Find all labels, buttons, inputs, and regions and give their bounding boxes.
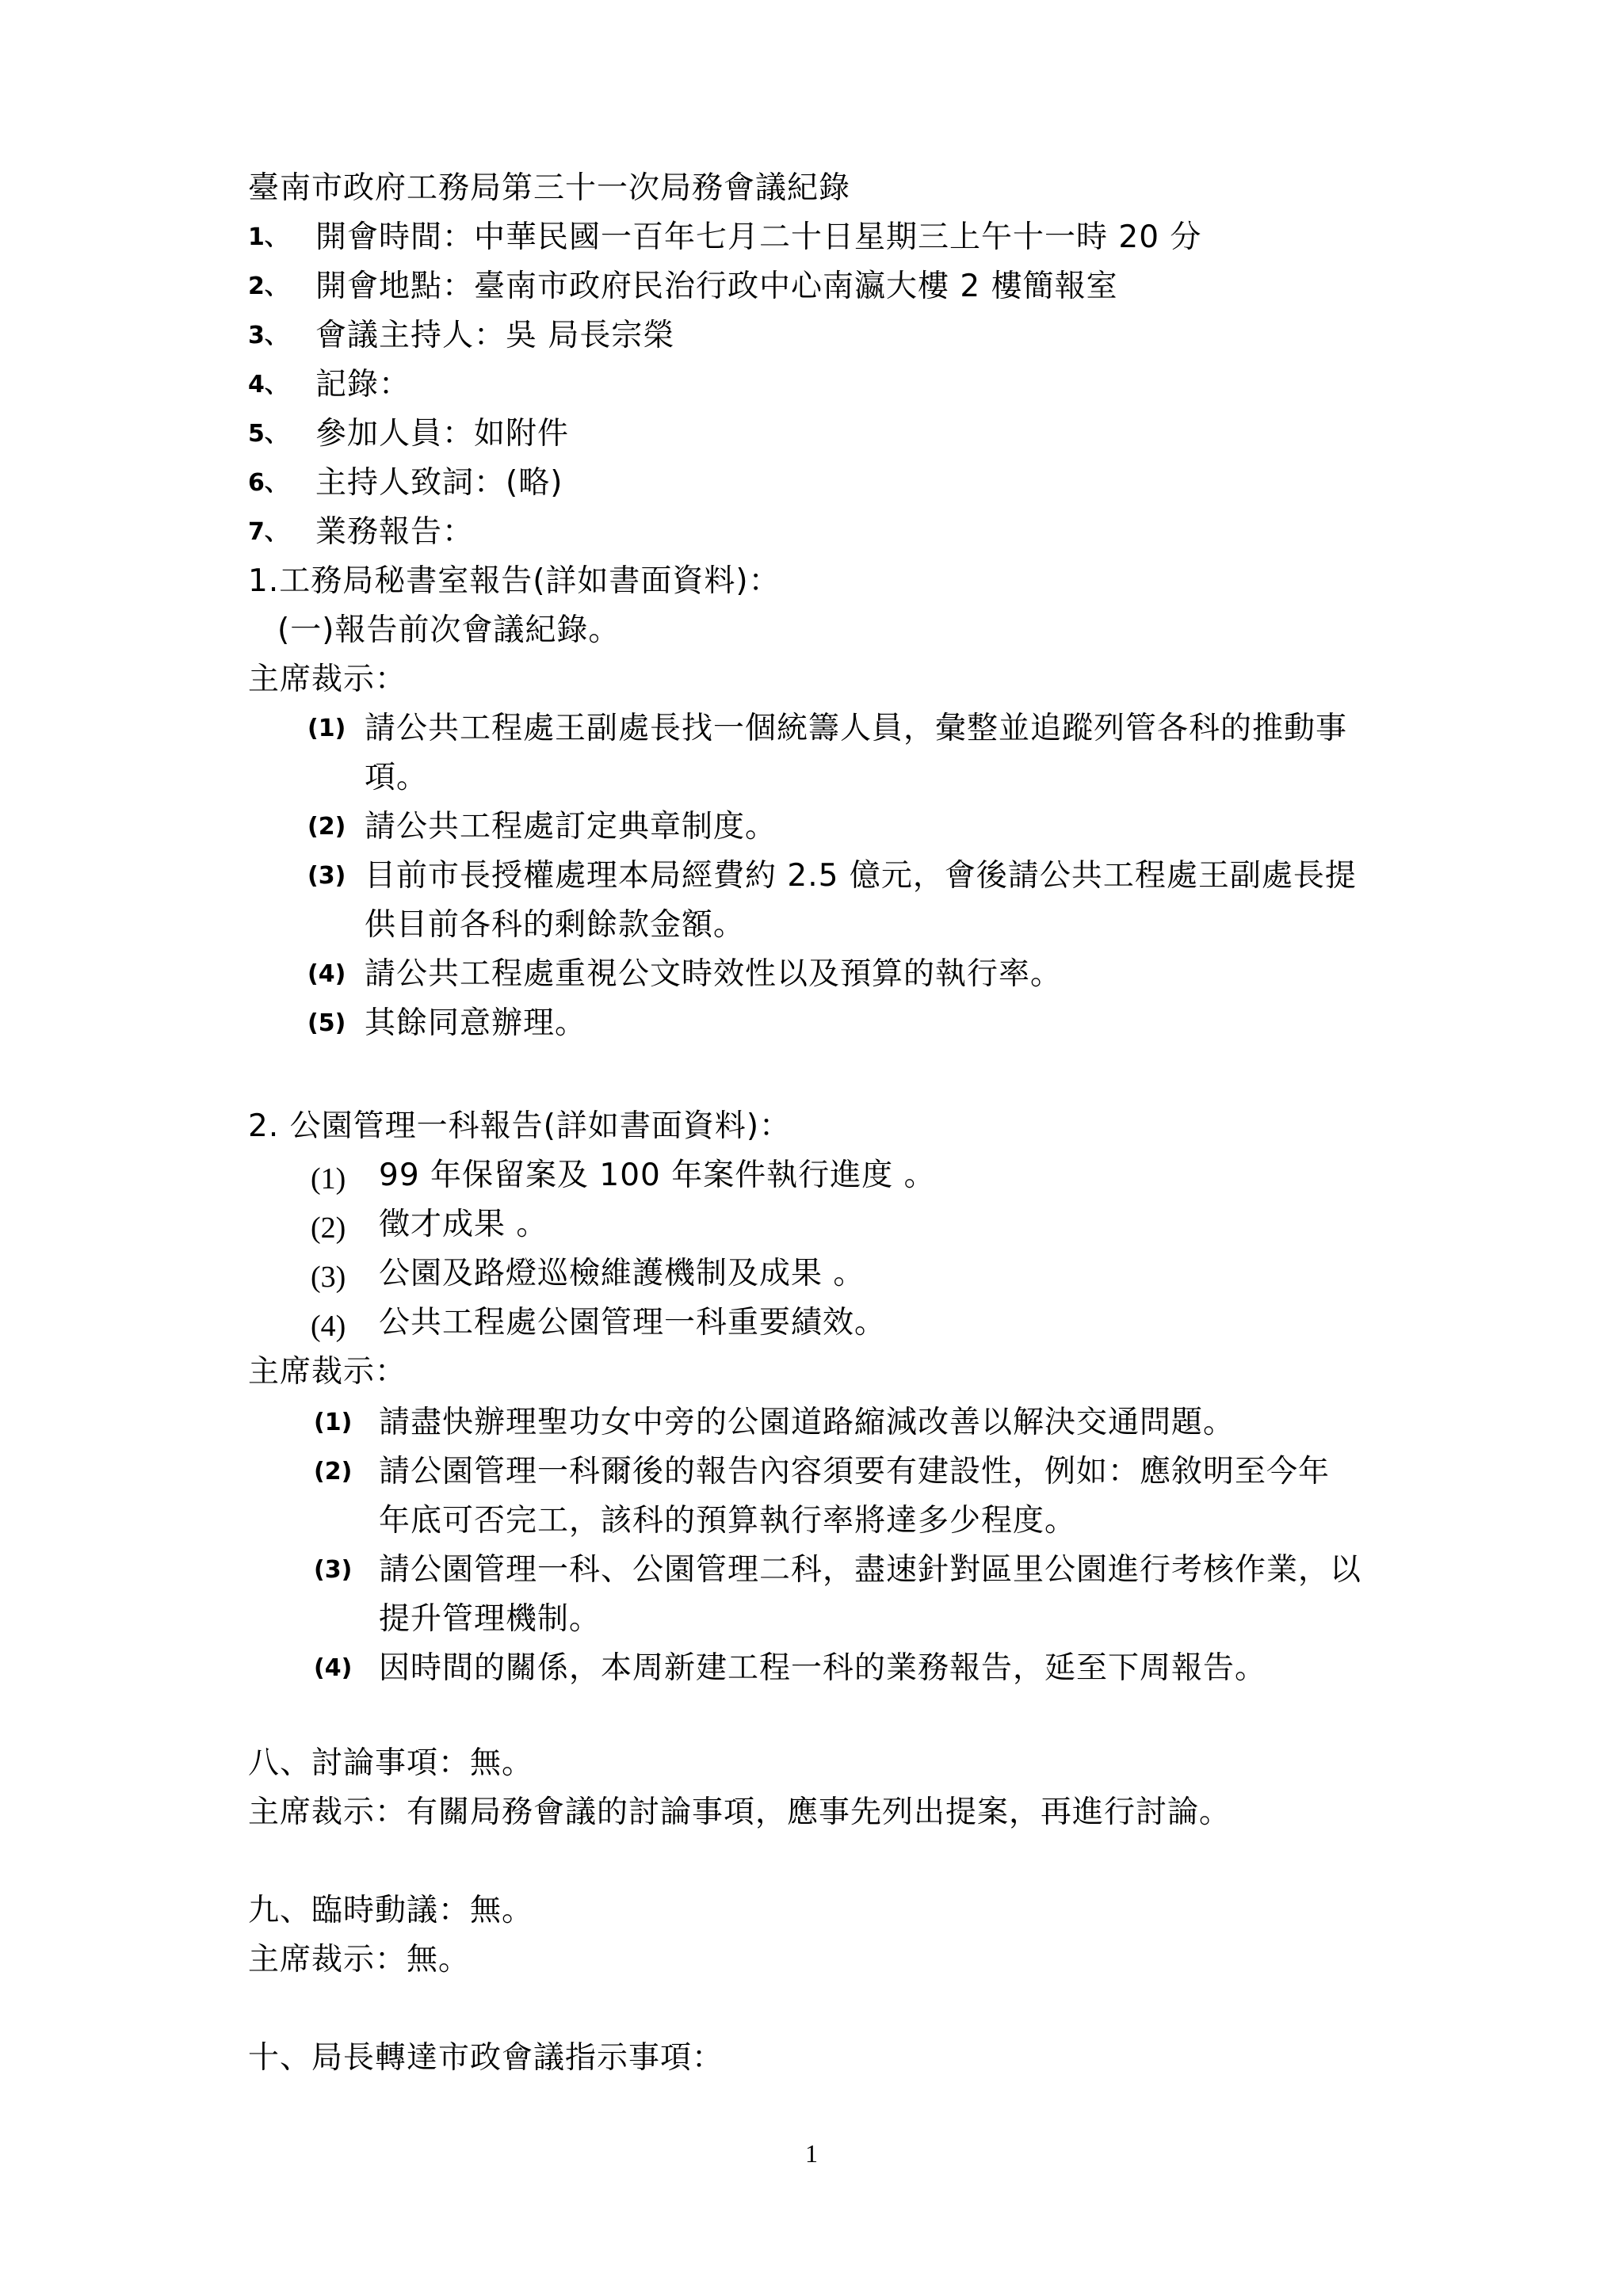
chair-label: 主席裁示： — [248, 662, 407, 697]
directive-text: 供目前各科的剩餘款金額。 — [365, 907, 746, 943]
directive-text: 請公園管理一科、公園管理二科，盡速針對區里公園進行考核作業，以 — [379, 1552, 1362, 1588]
item-number: 4、 — [248, 371, 288, 399]
item-text: 主持人致詞：(略) — [315, 465, 563, 501]
directive-number: (4) — [314, 1654, 353, 1682]
report-number: (4) — [311, 1310, 346, 1343]
directive-text: 因時間的關係，本周新建工程一科的業務報告，延至下周報告。 — [379, 1650, 1267, 1686]
directive-text: 請公園管理一科爾後的報告內容須要有建設性，例如：應敘明至今年 — [379, 1454, 1331, 1489]
page-number: 1 — [805, 2139, 818, 2168]
item-text: 參加人員：如附件 — [315, 416, 570, 452]
section-heading: 1.工務局秘書室報告(詳如書面資料)： — [248, 563, 781, 599]
directive-number: (1) — [307, 715, 346, 742]
directive-number: (3) — [307, 862, 346, 890]
directive-text: 其餘同意辦理。 — [365, 1005, 587, 1041]
directive-text: 提升管理機制。 — [379, 1601, 601, 1637]
directive-number: (4) — [307, 960, 346, 988]
report-number: (1) — [311, 1162, 346, 1196]
directive-text: 請公共工程處王副處長找一個統籌人員，彙整並追蹤列管各科的推動事 — [365, 711, 1348, 746]
directive-number: (5) — [307, 1009, 346, 1037]
item-number: 7、 — [248, 518, 288, 546]
section-heading: 十、局長轉達市政會議指示事項： — [248, 2040, 724, 2076]
directive-number: (2) — [307, 813, 346, 841]
report-text: 公園及路燈巡檢維護機制及成果 。 — [379, 1256, 865, 1291]
item-number: 5、 — [248, 420, 288, 448]
item-text: 會議主持人：吳 局長宗榮 — [315, 318, 675, 353]
directive-number: (3) — [314, 1556, 353, 1584]
section-heading: 2. 公園管理一科報告(詳如書面資料)： — [248, 1108, 792, 1144]
sub-heading: (一)報告前次會議紀錄。 — [277, 612, 621, 648]
chair-directive: 主席裁示：有關局務會議的討論事項，應事先列出提案，再進行討論。 — [248, 1794, 1232, 1830]
directive-text: 請盡快辦理聖功女中旁的公園道路縮減改善以解決交通問題。 — [379, 1405, 1235, 1440]
report-number: (2) — [311, 1211, 346, 1245]
item-number: 2、 — [248, 273, 288, 300]
chair-directive: 主席裁示：無。 — [248, 1942, 471, 1978]
directive-text: 目前市長授權處理本局經費約 2.5 億元，會後請公共工程處王副處長提 — [365, 858, 1357, 894]
directive-text: 請公共工程處重視公文時效性以及預算的執行率。 — [365, 956, 1063, 992]
section-heading: 九、臨時動議：無。 — [248, 1893, 534, 1928]
directive-text: 項。 — [365, 760, 429, 795]
directive-text: 年底可否完工，該科的預算執行率將達多少程度。 — [379, 1503, 1077, 1539]
item-text: 開會地點：臺南市政府民治行政中心南瀛大樓 2 樓簡報室 — [315, 269, 1118, 304]
report-text: 徵才成果 。 — [379, 1207, 548, 1242]
item-text: 記錄： — [315, 367, 411, 402]
document-title: 臺南市政府工務局第三十一次局務會議紀錄 — [248, 170, 851, 206]
item-number: 1、 — [248, 223, 288, 251]
item-text: 業務報告： — [315, 514, 475, 550]
section-heading: 八、討論事項：無。 — [248, 1745, 534, 1781]
directive-number: (1) — [314, 1409, 353, 1436]
item-text: 開會時間：中華民國一百年七月二十日星期三上午十一時 20 分 — [315, 219, 1202, 255]
item-number: 3、 — [248, 322, 288, 349]
directive-number: (2) — [314, 1458, 353, 1486]
chair-label: 主席裁示： — [248, 1354, 407, 1390]
item-number: 6、 — [248, 469, 288, 497]
report-text: 99 年保留案及 100 年案件執行進度 。 — [379, 1158, 936, 1193]
directive-text: 請公共工程處訂定典章制度。 — [365, 809, 777, 845]
report-number: (3) — [311, 1261, 346, 1294]
report-text: 公共工程處公園管理一科重要績效。 — [379, 1305, 887, 1341]
